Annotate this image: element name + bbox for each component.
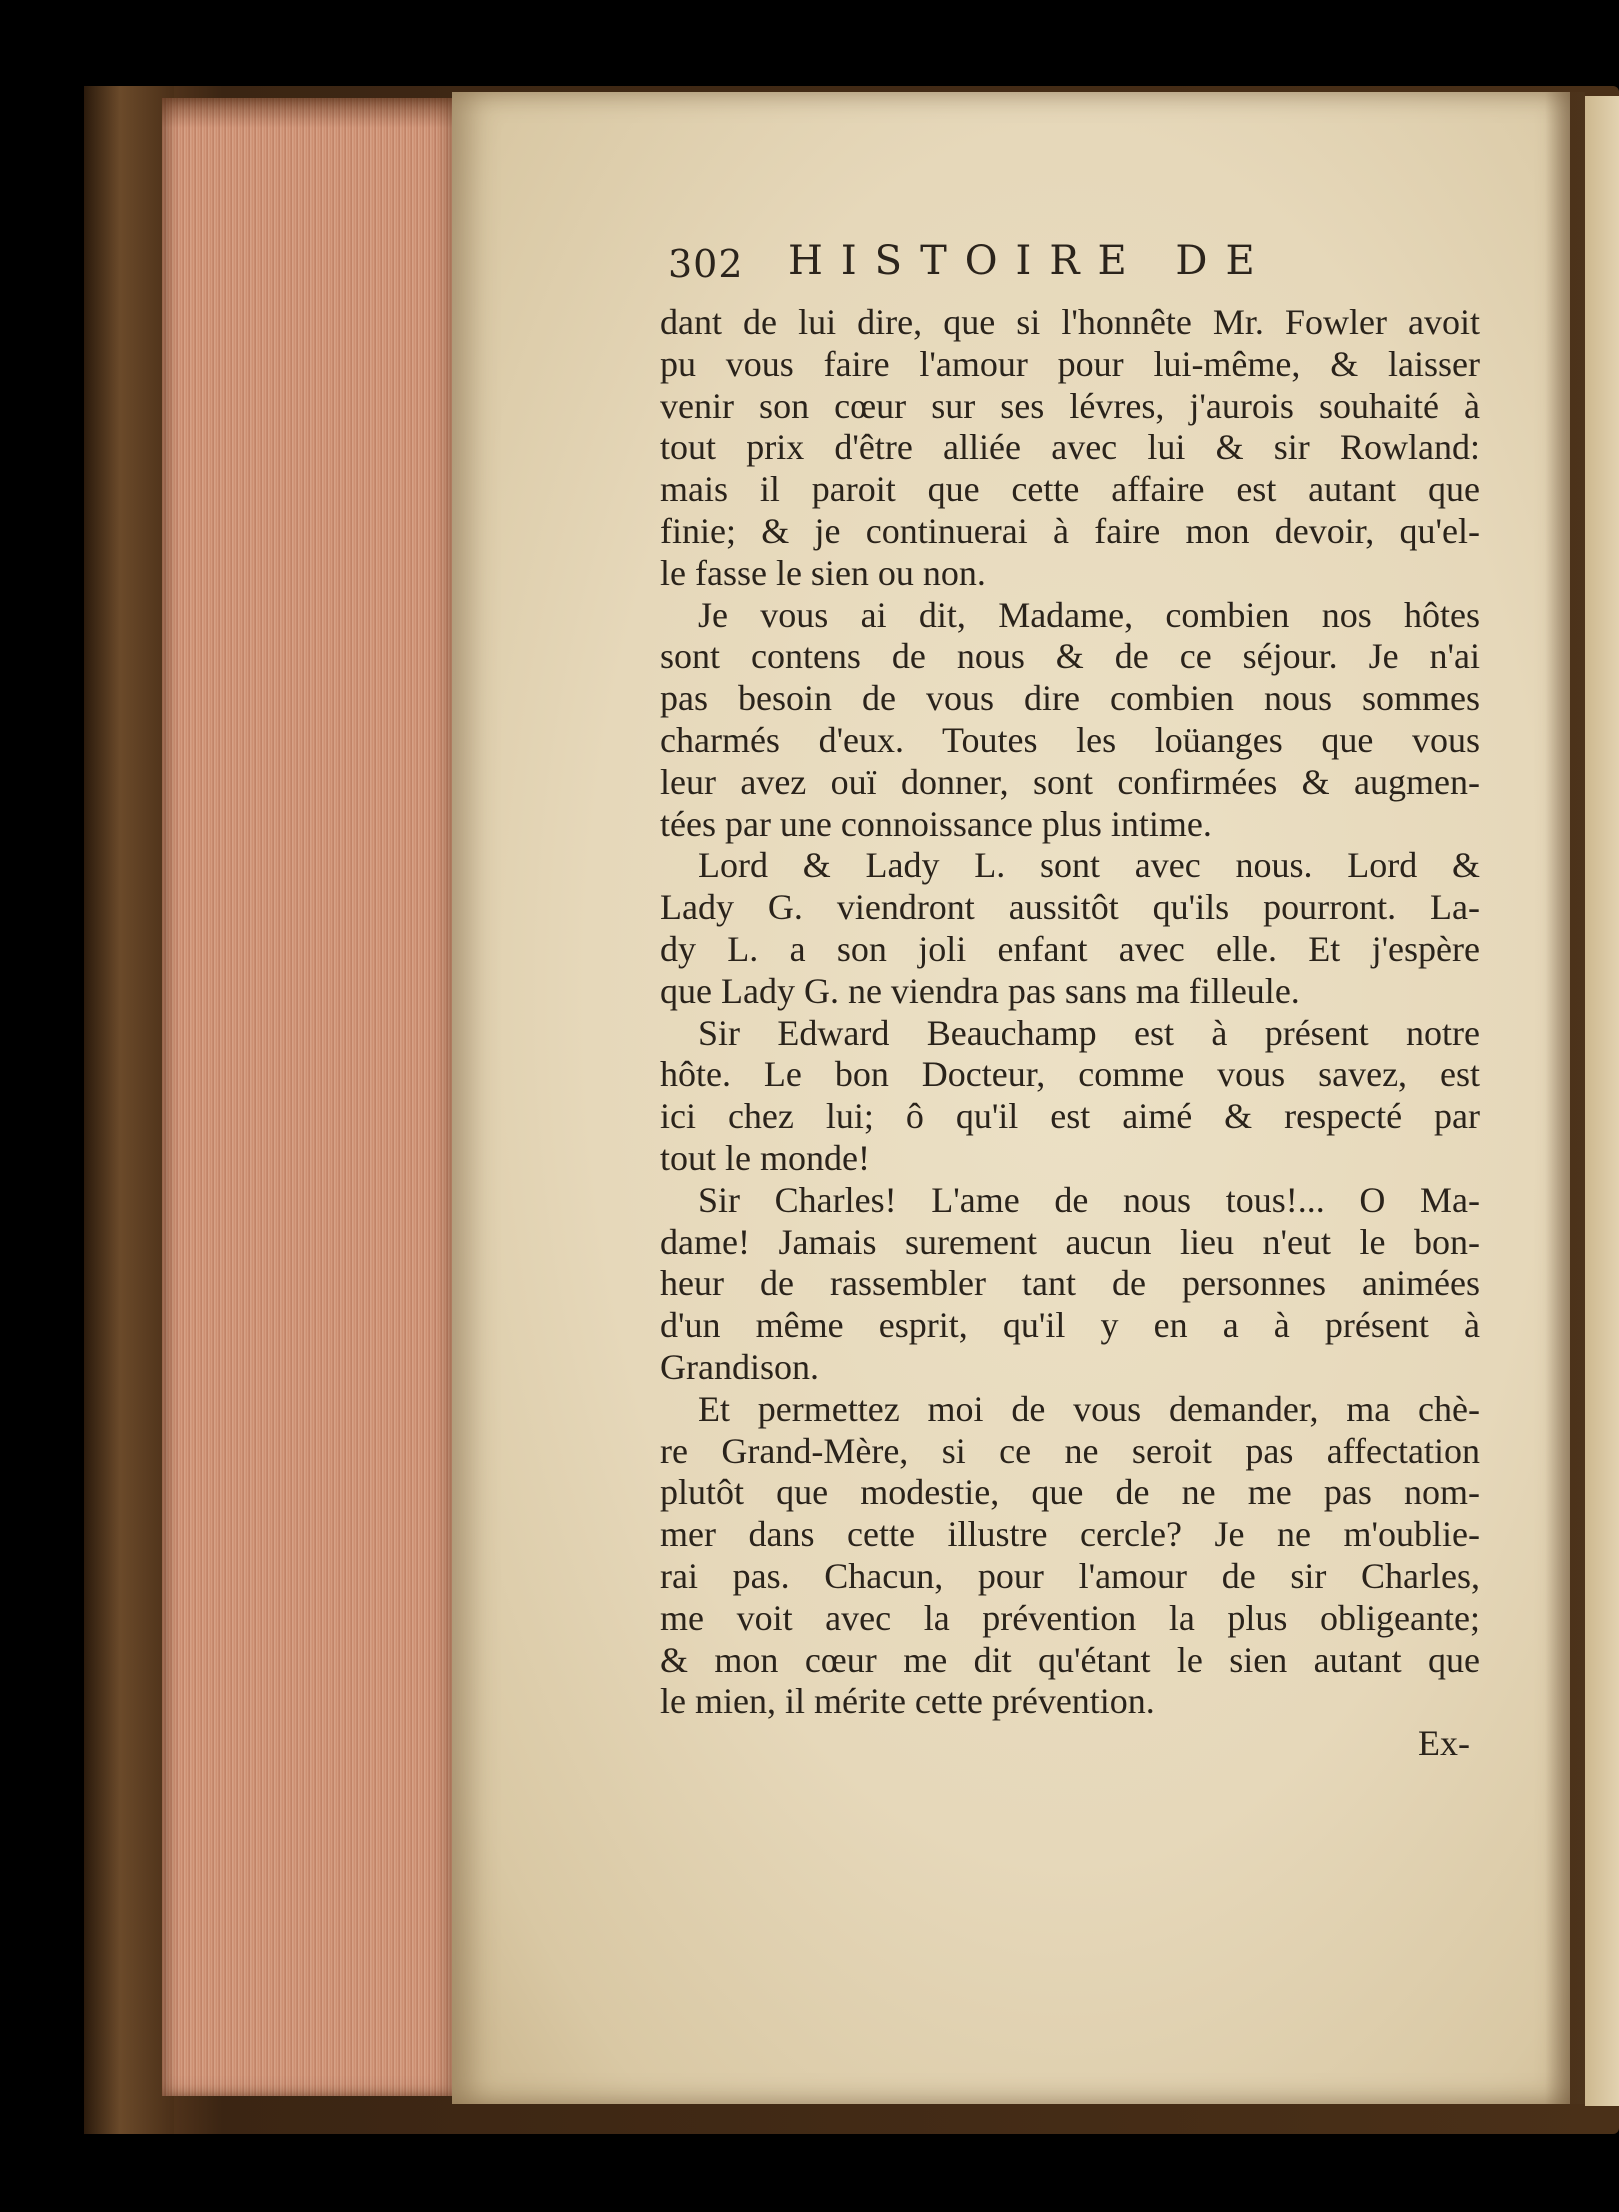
text-line: Grandison. [660,1346,819,1387]
text-line: pas besoin de vous dire combien nous sommes [660,678,1480,719]
text-line: le fasse le sien ou non. [660,552,986,593]
text-line: mer dans cette illustre cercle? Je ne m'oublie- [660,1514,1480,1555]
text-line: rai pas. Chacun, pour l'amour de sir Charles, [660,1555,1480,1596]
text-line: d'un même esprit, qu'il y en a à présent à [660,1305,1480,1346]
text-line: tout le monde! [660,1137,870,1178]
text-line: Sir Charles! L'ame de nous tous!... O Ma- [698,1179,1480,1220]
text-line: dy L. a son joli enfant avec elle. Et j'espère [660,928,1480,969]
text-line: Lord & Lady L. sont avec nous. Lord & [698,845,1480,886]
text-line: Et permettez moi de vous demander, ma chè- [698,1388,1480,1429]
text-line: re Grand-Mère, si ce ne seroit pas affectation [660,1430,1480,1471]
text-line: plutôt que modestie, que de ne me pas nom- [660,1472,1480,1513]
text-line: finie; & je continuerai à faire mon devoir, qu'el- [660,510,1480,551]
text-line: me voit avec la prévention la plus obligeante; [660,1597,1480,1638]
page-edges-shadow [162,98,462,128]
spine [84,86,174,2134]
text-line: leur avez ouï donner, sont confirmées & augmen- [660,761,1480,802]
text-line: que Lady G. ne viendra pas sans ma filleule. [660,970,1300,1011]
text-line: dame! Jamais surement aucun lieu n'eut le bon- [660,1221,1480,1262]
text-line: dant de lui dire, que si l'honnête Mr. Fowler avoit [660,302,1480,342]
text-line: hôte. Le bon Docteur, comme vous savez, est [660,1054,1480,1095]
facing-page-edge [1585,96,1619,2106]
text-line: sont contens de nous & de ce séjour. Je n'ai [660,636,1480,677]
body-text [660,302,1480,1723]
text-line: tout prix d'être alliée avec lui & sir Rowland: [660,427,1480,468]
running-title: HISTOIRE DE [788,238,1273,284]
text-line: le mien, il mérite cette prévention. [660,1681,1155,1722]
page-header [668,232,1488,302]
text-line: Je vous ai dit, Madame, combien nos hôtes [698,594,1480,635]
text-line: mais il paroit que cette affaire est autant que [660,469,1480,510]
text-line: Sir Edward Beauchamp est à présent notre [698,1012,1480,1053]
page-number: 302 [668,242,744,286]
text-line: tées par une connoissance plus intime. [660,803,1212,844]
page-gutter [1545,92,1585,2104]
text-line: heur de rassembler tant de personnes animées [660,1263,1480,1304]
text-line: venir son cœur sur ses lévres, j'aurois souhaité à [660,385,1480,426]
text-line: Lady G. viendront aussitôt qu'ils pourront. La- [660,887,1480,928]
text-line: charmés d'eux. Toutes les loüanges que vous [660,719,1480,760]
text-line: pu vous faire l'amour pour lui-même, & laisser [660,343,1480,384]
text-line: ici chez lui; ô qu'il est aimé & respecté par [660,1096,1480,1137]
page-edges [162,98,462,2096]
text-line: & mon cœur me dit qu'étant le sien autant que [660,1639,1480,1680]
catchword: Ex- [1418,1723,1470,1763]
